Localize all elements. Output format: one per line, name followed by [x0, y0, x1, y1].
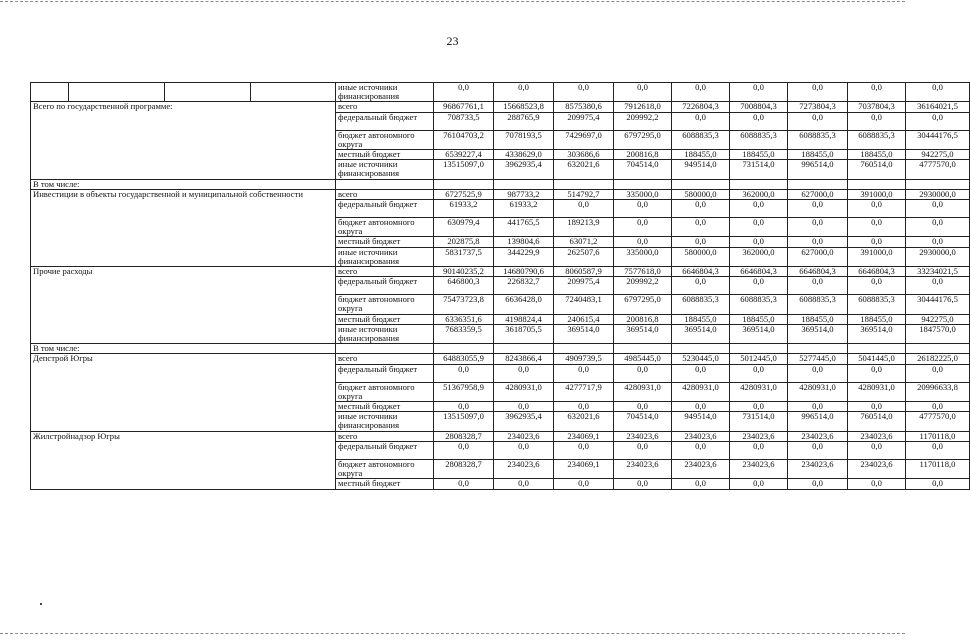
value-cell: 188455,0: [672, 150, 730, 160]
value-cell: 4338629,0: [494, 150, 554, 160]
value-cell: 5012445,0: [730, 354, 788, 364]
value-cell: 646800,3: [434, 277, 494, 295]
including-label: В том числе:: [31, 344, 336, 354]
value-cell: 6797295,0: [614, 130, 672, 149]
value-cell: 0,0: [848, 83, 906, 102]
value-cell: 0,0: [554, 364, 614, 382]
value-cell: 0,0: [434, 83, 494, 102]
including-row: [31, 344, 970, 354]
value-cell: 188455,0: [730, 314, 788, 324]
value-cell: 0,0: [494, 83, 554, 102]
source-cell: иные источники финансирования: [336, 247, 434, 266]
value-cell: 6646804,3: [788, 267, 848, 277]
value-cell: 5277445,0: [788, 354, 848, 364]
value-cell: 0,0: [788, 200, 848, 218]
empty-cell: [336, 344, 434, 354]
value-cell: 942275,0: [906, 314, 970, 324]
value-cell: 0,0: [494, 364, 554, 382]
table-row: [31, 102, 970, 112]
value-cell: 987733,2: [494, 189, 554, 199]
source-cell: местный бюджет: [336, 479, 434, 489]
value-cell: 0,0: [672, 402, 730, 412]
value-cell: 96867761,1: [434, 102, 494, 112]
value-cell: 3618705,5: [494, 324, 554, 343]
value-cell: 0,0: [554, 479, 614, 489]
value-cell: 234023,6: [494, 431, 554, 441]
value-cell: 0,0: [848, 218, 906, 237]
empty-cell: [614, 179, 672, 189]
value-cell: 949514,0: [672, 412, 730, 431]
value-cell: 0,0: [494, 402, 554, 412]
value-cell: 5831737,5: [434, 247, 494, 266]
value-cell: 4280931,0: [788, 382, 848, 401]
value-cell: 369514,0: [554, 324, 614, 343]
page-top-edge: [0, 1, 905, 2]
value-cell: 6646804,3: [672, 267, 730, 277]
value-cell: 234023,6: [788, 459, 848, 478]
value-cell: 7683359,5: [434, 324, 494, 343]
value-cell: 234023,6: [494, 459, 554, 478]
value-cell: 2808328,7: [434, 431, 494, 441]
value-cell: 0,0: [554, 200, 614, 218]
value-cell: 234069,1: [554, 431, 614, 441]
value-cell: 51367958,9: [434, 382, 494, 401]
value-cell: 8575380,6: [554, 102, 614, 112]
empty-cell: [494, 344, 554, 354]
value-cell: 0,0: [554, 402, 614, 412]
empty-cell: [730, 179, 788, 189]
value-cell: 6727525,9: [434, 189, 494, 199]
value-cell: 0,0: [672, 83, 730, 102]
value-cell: 0,0: [788, 237, 848, 247]
value-cell: 4909739,5: [554, 354, 614, 364]
value-cell: 4280931,0: [614, 382, 672, 401]
empty-cell: [336, 179, 434, 189]
source-cell: местный бюджет: [336, 402, 434, 412]
value-cell: 708733,5: [434, 112, 494, 130]
value-cell: 7273804,3: [788, 102, 848, 112]
value-cell: 5041445,0: [848, 354, 906, 364]
value-cell: 234023,6: [730, 431, 788, 441]
value-cell: 234069,1: [554, 459, 614, 478]
value-cell: 0,0: [672, 277, 730, 295]
value-cell: 6336351,6: [434, 314, 494, 324]
value-cell: 0,0: [788, 441, 848, 459]
value-cell: 30444176,5: [906, 130, 970, 149]
value-cell: 2930000,0: [906, 247, 970, 266]
value-cell: 139804,6: [494, 237, 554, 247]
value-cell: 8243866,4: [494, 354, 554, 364]
value-cell: 627000,0: [788, 189, 848, 199]
value-cell: 731514,0: [730, 160, 788, 179]
page-number: 23: [446, 34, 459, 48]
source-cell: федеральный бюджет: [336, 200, 434, 218]
value-cell: 0,0: [672, 441, 730, 459]
value-cell: 61933,2: [494, 200, 554, 218]
table-row: [31, 83, 970, 102]
value-cell: 369514,0: [672, 324, 730, 343]
empty-cell: [554, 179, 614, 189]
value-cell: 0,0: [848, 402, 906, 412]
value-cell: 4280931,0: [730, 382, 788, 401]
source-cell: всего: [336, 267, 434, 277]
value-cell: 13515097,0: [434, 412, 494, 431]
including-label: В том числе:: [31, 179, 336, 189]
value-cell: 760514,0: [848, 160, 906, 179]
value-cell: 234023,6: [788, 431, 848, 441]
value-cell: 7008804,3: [730, 102, 788, 112]
value-cell: 15668523,8: [494, 102, 554, 112]
value-cell: 14680790,6: [494, 267, 554, 277]
value-cell: 0,0: [848, 200, 906, 218]
empty-cell: [554, 344, 614, 354]
value-cell: 7226804,3: [672, 102, 730, 112]
value-cell: 76104703,2: [434, 130, 494, 149]
value-cell: 704514,0: [614, 160, 672, 179]
value-cell: 188455,0: [788, 314, 848, 324]
table-row: [31, 431, 970, 441]
value-cell: 0,0: [906, 479, 970, 489]
value-cell: 0,0: [730, 402, 788, 412]
value-cell: 1847570,0: [906, 324, 970, 343]
value-cell: 226832,7: [494, 277, 554, 295]
block-title: Прочие расходы: [31, 267, 336, 344]
value-cell: 6088835,3: [730, 130, 788, 149]
value-cell: 580000,0: [672, 189, 730, 199]
value-cell: 209975,4: [554, 112, 614, 130]
value-cell: 0,0: [614, 402, 672, 412]
value-cell: 188455,0: [788, 150, 848, 160]
value-cell: 234023,6: [672, 459, 730, 478]
value-cell: 0,0: [672, 237, 730, 247]
value-cell: 4280931,0: [494, 382, 554, 401]
value-cell: 188455,0: [672, 314, 730, 324]
value-cell: 0,0: [434, 441, 494, 459]
value-cell: 335000,0: [614, 189, 672, 199]
value-cell: 0,0: [730, 441, 788, 459]
value-cell: 0,0: [434, 364, 494, 382]
empty-cell: [494, 179, 554, 189]
value-cell: 240615,4: [554, 314, 614, 324]
value-cell: 627000,0: [788, 247, 848, 266]
source-cell: бюджет автономного округа: [336, 130, 434, 149]
value-cell: 632021,6: [554, 412, 614, 431]
value-cell: 7037804,3: [848, 102, 906, 112]
value-cell: 369514,0: [788, 324, 848, 343]
empty-cell: [69, 83, 165, 102]
source-cell: бюджет автономного округа: [336, 459, 434, 478]
value-cell: 0,0: [906, 364, 970, 382]
table-row: [31, 189, 970, 199]
value-cell: 6088835,3: [788, 295, 848, 314]
value-cell: 0,0: [788, 402, 848, 412]
source-cell: иные источники финансирования: [336, 412, 434, 431]
value-cell: 36164021,5: [906, 102, 970, 112]
value-cell: 6088835,3: [672, 295, 730, 314]
source-cell: бюджет автономного округа: [336, 295, 434, 314]
value-cell: 0,0: [906, 200, 970, 218]
value-cell: 996514,0: [788, 160, 848, 179]
empty-cell: [434, 179, 494, 189]
value-cell: 0,0: [434, 479, 494, 489]
value-cell: 0,0: [730, 364, 788, 382]
empty-cell: [251, 83, 336, 102]
value-cell: 6646804,3: [848, 267, 906, 277]
source-cell: федеральный бюджет: [336, 441, 434, 459]
empty-cell: [906, 344, 970, 354]
value-cell: 0,0: [614, 364, 672, 382]
empty-cell: [31, 83, 69, 102]
value-cell: 0,0: [848, 479, 906, 489]
value-cell: 0,0: [906, 112, 970, 130]
source-cell: иные источники финансирования: [336, 83, 434, 102]
value-cell: 0,0: [730, 237, 788, 247]
value-cell: 189213,9: [554, 218, 614, 237]
value-cell: 0,0: [614, 479, 672, 489]
value-cell: 234023,6: [848, 459, 906, 478]
value-cell: 0,0: [672, 218, 730, 237]
source-cell: иные источники финансирования: [336, 324, 434, 343]
value-cell: 344229,9: [494, 247, 554, 266]
value-cell: 0,0: [848, 441, 906, 459]
source-cell: бюджет автономного округа: [336, 218, 434, 237]
value-cell: 942275,0: [906, 150, 970, 160]
value-cell: 0,0: [672, 479, 730, 489]
value-cell: 514792,7: [554, 189, 614, 199]
source-cell: местный бюджет: [336, 314, 434, 324]
source-cell: федеральный бюджет: [336, 277, 434, 295]
source-cell: местный бюджет: [336, 150, 434, 160]
value-cell: 6539227,4: [434, 150, 494, 160]
value-cell: 0,0: [848, 277, 906, 295]
value-cell: 7240483,1: [554, 295, 614, 314]
value-cell: 3962935,4: [494, 160, 554, 179]
value-cell: 63071,2: [554, 237, 614, 247]
table-row: [31, 354, 970, 364]
empty-cell: [848, 179, 906, 189]
value-cell: 0,0: [494, 441, 554, 459]
value-cell: 188455,0: [848, 150, 906, 160]
value-cell: 0,0: [906, 277, 970, 295]
value-cell: 362000,0: [730, 247, 788, 266]
source-cell: федеральный бюджет: [336, 112, 434, 130]
value-cell: 6088835,3: [672, 130, 730, 149]
value-cell: 234023,6: [730, 459, 788, 478]
value-cell: 4777570,0: [906, 160, 970, 179]
value-cell: 8060587,9: [554, 267, 614, 277]
value-cell: 0,0: [730, 218, 788, 237]
value-cell: 188455,0: [848, 314, 906, 324]
value-cell: 61933,2: [434, 200, 494, 218]
value-cell: 0,0: [906, 237, 970, 247]
empty-cell: [788, 179, 848, 189]
value-cell: 0,0: [554, 83, 614, 102]
value-cell: 90140235,2: [434, 267, 494, 277]
value-cell: 6797295,0: [614, 295, 672, 314]
value-cell: 4985445,0: [614, 354, 672, 364]
value-cell: 0,0: [906, 441, 970, 459]
value-cell: 760514,0: [848, 412, 906, 431]
value-cell: 6088835,3: [848, 130, 906, 149]
value-cell: 0,0: [614, 83, 672, 102]
including-row: [31, 179, 970, 189]
value-cell: 6646804,3: [730, 267, 788, 277]
value-cell: 0,0: [672, 364, 730, 382]
value-cell: 0,0: [906, 402, 970, 412]
table-body: [31, 83, 970, 490]
value-cell: 0,0: [848, 364, 906, 382]
value-cell: 75473723,8: [434, 295, 494, 314]
source-cell: всего: [336, 354, 434, 364]
value-cell: 0,0: [730, 83, 788, 102]
value-cell: 209992,2: [614, 277, 672, 295]
empty-cell: [672, 179, 730, 189]
value-cell: 0,0: [730, 277, 788, 295]
value-cell: 630979,4: [434, 218, 494, 237]
empty-cell: [906, 179, 970, 189]
value-cell: 731514,0: [730, 412, 788, 431]
value-cell: 391000,0: [848, 189, 906, 199]
value-cell: 5230445,0: [672, 354, 730, 364]
value-cell: 200816,8: [614, 314, 672, 324]
empty-cell: [672, 344, 730, 354]
value-cell: 2808328,7: [434, 459, 494, 478]
value-cell: 234023,6: [614, 459, 672, 478]
empty-cell: [434, 344, 494, 354]
value-cell: 188455,0: [730, 150, 788, 160]
value-cell: 0,0: [788, 277, 848, 295]
value-cell: 13515097,0: [434, 160, 494, 179]
value-cell: 391000,0: [848, 247, 906, 266]
value-cell: 949514,0: [672, 160, 730, 179]
page-bottom-edge: [0, 633, 905, 634]
value-cell: 33234021,5: [906, 267, 970, 277]
value-cell: 209975,4: [554, 277, 614, 295]
source-cell: всего: [336, 189, 434, 199]
value-cell: 335000,0: [614, 247, 672, 266]
value-cell: 4280931,0: [672, 382, 730, 401]
value-cell: 0,0: [788, 83, 848, 102]
value-cell: 0,0: [554, 441, 614, 459]
value-cell: 209992,2: [614, 112, 672, 130]
value-cell: 0,0: [788, 218, 848, 237]
value-cell: 1170118,0: [906, 459, 970, 478]
value-cell: 262507,6: [554, 247, 614, 266]
empty-cell: [730, 344, 788, 354]
empty-cell: [614, 344, 672, 354]
source-cell: федеральный бюджет: [336, 364, 434, 382]
value-cell: 704514,0: [614, 412, 672, 431]
value-cell: 0,0: [730, 200, 788, 218]
value-cell: 0,0: [434, 402, 494, 412]
value-cell: 3962935,4: [494, 412, 554, 431]
scan-speck: [40, 603, 42, 605]
value-cell: 288765,9: [494, 112, 554, 130]
value-cell: 6088835,3: [788, 130, 848, 149]
value-cell: 6088835,3: [848, 295, 906, 314]
block-title: Всего по государственной программе:: [31, 102, 336, 179]
value-cell: 234023,6: [614, 431, 672, 441]
value-cell: 234023,6: [672, 431, 730, 441]
empty-cell: [165, 83, 251, 102]
block-title: Жилстройнадзор Югры: [31, 431, 336, 489]
value-cell: 0,0: [848, 237, 906, 247]
empty-cell: [788, 344, 848, 354]
source-cell: бюджет автономного округа: [336, 382, 434, 401]
value-cell: 1170118,0: [906, 431, 970, 441]
value-cell: 0,0: [614, 200, 672, 218]
value-cell: 200816,8: [614, 150, 672, 160]
value-cell: 369514,0: [730, 324, 788, 343]
value-cell: 580000,0: [672, 247, 730, 266]
value-cell: 0,0: [494, 479, 554, 489]
value-cell: 0,0: [788, 112, 848, 130]
block-title: Инвестиции в объекты государственной и муниципальной собственности: [31, 189, 336, 266]
value-cell: 7577618,0: [614, 267, 672, 277]
value-cell: 0,0: [614, 237, 672, 247]
value-cell: 26182225,0: [906, 354, 970, 364]
value-cell: 0,0: [614, 218, 672, 237]
value-cell: 996514,0: [788, 412, 848, 431]
block-title: Депстрой Югры: [31, 354, 336, 431]
value-cell: 0,0: [788, 364, 848, 382]
value-cell: 0,0: [788, 479, 848, 489]
value-cell: 2930000,0: [906, 189, 970, 199]
value-cell: 4777570,0: [906, 412, 970, 431]
value-cell: 4277717,9: [554, 382, 614, 401]
financing-table: [30, 82, 970, 490]
value-cell: 4280931,0: [848, 382, 906, 401]
value-cell: 0,0: [906, 83, 970, 102]
value-cell: 7429697,0: [554, 130, 614, 149]
value-cell: 202875,8: [434, 237, 494, 247]
value-cell: 369514,0: [614, 324, 672, 343]
value-cell: 20996633,8: [906, 382, 970, 401]
value-cell: 0,0: [730, 112, 788, 130]
source-cell: иные источники финансирования: [336, 160, 434, 179]
value-cell: 632021,6: [554, 160, 614, 179]
source-cell: всего: [336, 431, 434, 441]
value-cell: 441765,5: [494, 218, 554, 237]
value-cell: 4198824,4: [494, 314, 554, 324]
value-cell: 0,0: [672, 112, 730, 130]
value-cell: 64883055,9: [434, 354, 494, 364]
value-cell: 30444176,5: [906, 295, 970, 314]
value-cell: 362000,0: [730, 189, 788, 199]
value-cell: 303686,6: [554, 150, 614, 160]
value-cell: 6636428,0: [494, 295, 554, 314]
value-cell: 0,0: [672, 200, 730, 218]
value-cell: 7912618,0: [614, 102, 672, 112]
value-cell: 0,0: [848, 112, 906, 130]
value-cell: 234023,6: [848, 431, 906, 441]
value-cell: 0,0: [730, 479, 788, 489]
table-row: [31, 267, 970, 277]
source-cell: всего: [336, 102, 434, 112]
source-cell: местный бюджет: [336, 237, 434, 247]
empty-cell: [848, 344, 906, 354]
value-cell: 369514,0: [848, 324, 906, 343]
value-cell: 0,0: [906, 218, 970, 237]
value-cell: 7078193,5: [494, 130, 554, 149]
value-cell: 0,0: [614, 441, 672, 459]
value-cell: 6088835,3: [730, 295, 788, 314]
